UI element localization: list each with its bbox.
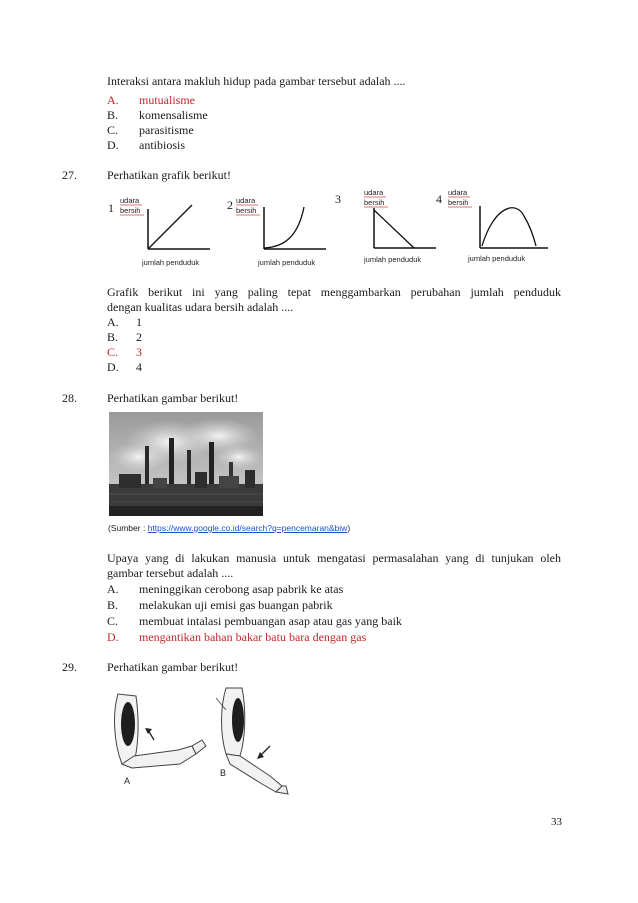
option-letter: D. xyxy=(107,360,119,374)
source-suffix: ) xyxy=(347,523,351,533)
graph-4-curve xyxy=(482,208,536,246)
option-letter: D. xyxy=(107,138,119,152)
factory-pollution-photo xyxy=(109,412,263,516)
q29-stem: Perhatikan gambar berikut! xyxy=(107,660,239,674)
graph-2 xyxy=(232,193,332,273)
graph-3-y-label-bottom: bersih xyxy=(364,198,385,207)
option-letter: C. xyxy=(107,345,119,359)
option-text: antibiosis xyxy=(139,138,186,152)
option-text: 2 xyxy=(136,330,142,344)
q27-number: 27. xyxy=(62,168,77,182)
graph-4-y-label-bottom: bersih xyxy=(448,198,469,207)
graph-1-y-label-bottom: bersih xyxy=(120,206,141,215)
option-text: 4 xyxy=(136,360,142,374)
graph-1-curve xyxy=(148,205,192,249)
option-text: membuat intalasi pembuangan asap atau gas yang baik xyxy=(139,614,402,628)
arm-a xyxy=(115,694,206,786)
q28-number: 28. xyxy=(62,391,77,405)
q29-number: 29. xyxy=(62,660,77,674)
option-text: meninggikan cerobong asap pabrik ke atas xyxy=(139,582,344,596)
page-number: 33 xyxy=(551,816,562,828)
graph-3-number: 3 xyxy=(335,192,341,206)
q27-stem: Perhatikan grafik berikut! xyxy=(107,168,231,182)
graph-3-y-label-top: udara xyxy=(364,188,384,197)
option-letter: D. xyxy=(107,630,119,644)
graph-1-y-label-top: udara xyxy=(120,196,140,205)
option-text: komensalisme xyxy=(139,108,208,122)
option-letter: B. xyxy=(107,108,119,122)
arm-muscle-illustration xyxy=(110,684,300,796)
graph-2-y-label-top: udara xyxy=(236,196,256,205)
option-letter: B. xyxy=(107,330,119,344)
option-letter: B. xyxy=(107,598,119,612)
q26-stem: Interaksi antara makluh hidup pada gambar tersebut adalah .... xyxy=(107,74,406,88)
graph-3 xyxy=(342,186,442,268)
q28-question-line-2: gambar tersebut adalah .... xyxy=(107,566,234,580)
option-text: melakukan uji emisi gas buangan pabrik xyxy=(139,598,333,612)
graph-1-x-label: jumlah penduduk xyxy=(142,258,200,267)
graph-1-number: 1 xyxy=(108,201,114,215)
arm-b xyxy=(216,688,288,794)
graph-4-y-label-top: udara xyxy=(448,188,468,197)
option-letter: A. xyxy=(107,315,119,329)
graph-1 xyxy=(116,193,216,273)
graph-3-x-label: jumlah penduduk xyxy=(364,255,422,264)
option-letter: C. xyxy=(107,614,119,628)
option-letter: A. xyxy=(107,93,119,107)
graph-2-number: 2 xyxy=(227,198,233,212)
q28-source-caption xyxy=(108,521,350,536)
triceps-icon xyxy=(232,698,244,742)
graph-4-x-label: jumlah penduduk xyxy=(468,254,526,263)
graph-2-y-label-bottom: bersih xyxy=(236,206,257,215)
option-text: 3 xyxy=(136,345,142,359)
option-text: parasitisme xyxy=(139,123,194,137)
graph-2-curve xyxy=(264,207,304,248)
graph-4-number: 4 xyxy=(436,192,442,206)
option-text: mutualisme xyxy=(139,93,195,107)
source-prefix: (Sumber : xyxy=(108,523,148,533)
option-letter: A. xyxy=(107,582,119,596)
source-link[interactable]: https://www.google.co.id/search?q=pencemaran&biw xyxy=(147,523,348,533)
option-letter: C. xyxy=(107,123,119,137)
arm-a-label: A xyxy=(124,776,131,786)
option-text: 1 xyxy=(136,315,142,329)
q28-question-line-1: Upaya yang di lakukan manusia untuk mengatasi permasalahan yang di tunjukan oleh xyxy=(107,551,561,565)
q27-question-line-1: Grafik berikut ini yang paling tepat menggambarkan perubahan jumlah penduduk xyxy=(107,285,561,299)
graph-2-x-label: jumlah penduduk xyxy=(258,258,316,267)
q28-stem: Perhatikan gambar berikut! xyxy=(107,391,239,405)
q27-question-line-2: dengan kualitas udara bersih adalah .... xyxy=(107,300,294,314)
graph-4 xyxy=(444,186,554,268)
biceps-icon xyxy=(121,702,135,746)
option-text: mengantikan bahan bakar batu bara dengan gas xyxy=(139,630,367,644)
graph-3-curve xyxy=(374,210,414,248)
arm-b-label: B xyxy=(220,768,227,778)
